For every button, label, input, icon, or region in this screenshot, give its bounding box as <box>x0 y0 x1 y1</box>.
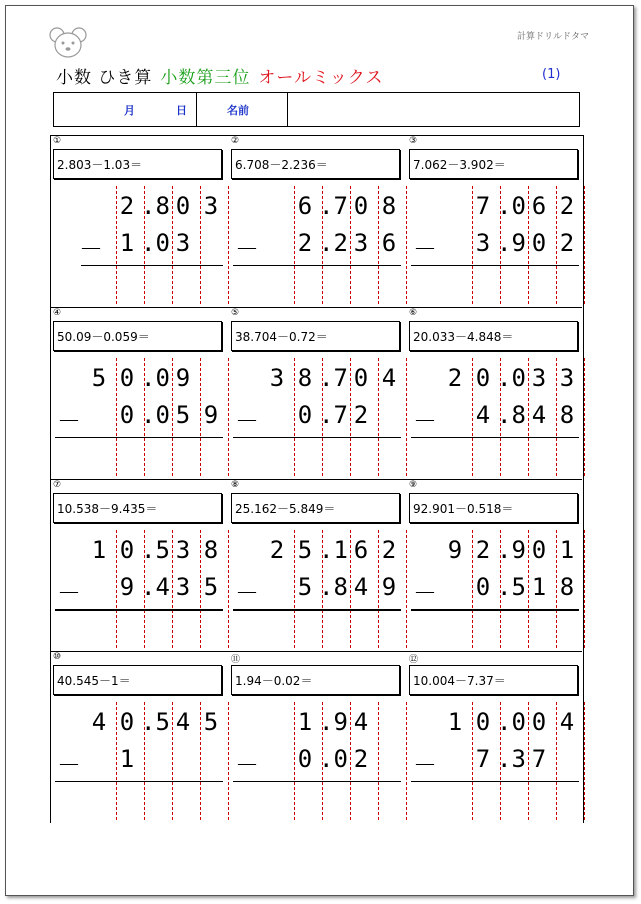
minus-sign: － <box>57 579 81 607</box>
day-label: 日 <box>176 104 187 117</box>
digit-guide-line <box>584 530 585 648</box>
digit: 2 <box>475 536 491 564</box>
digit: 1 <box>119 745 135 773</box>
equation-box: 38.704－0.72＝ <box>231 321 400 351</box>
problem-cell <box>407 308 585 480</box>
digit: 0 <box>119 536 135 564</box>
problem-number: ① <box>53 136 62 146</box>
digit: .7 <box>319 364 348 392</box>
minus-sign: － <box>57 751 81 779</box>
problem-cell <box>229 652 407 824</box>
problem-number: ⑪ <box>231 655 241 665</box>
digit: 4 <box>475 401 491 429</box>
digit: 5 <box>203 573 219 601</box>
answer-line <box>233 437 401 438</box>
problem-cell <box>229 308 407 480</box>
digit: .3 <box>497 745 526 773</box>
answer-line <box>55 437 223 438</box>
digit: 3 <box>203 192 219 220</box>
problem-cell <box>229 136 407 308</box>
name-label: 名前 <box>227 104 249 117</box>
problem-cell <box>407 480 585 652</box>
minus-sign: － <box>235 751 259 779</box>
digit: 0 <box>475 573 491 601</box>
minus-sign: － <box>235 235 259 263</box>
problem-number: ⑥ <box>409 308 418 318</box>
equation-box: 10.004－7.37＝ <box>409 665 578 695</box>
equation-box: 2.803－1.03＝ <box>53 149 222 179</box>
digit: 3 <box>475 229 491 257</box>
digit: 6 <box>297 192 313 220</box>
digit: 0 <box>119 708 135 736</box>
equation-box: 25.162－5.849＝ <box>231 493 400 523</box>
answer-line <box>411 437 579 438</box>
name-label-cell <box>197 93 288 126</box>
row-divider <box>50 307 582 308</box>
minus-sign: － <box>413 407 437 435</box>
digit: 4 <box>531 401 547 429</box>
problem-number: ③ <box>409 136 418 146</box>
date-field[interactable] <box>54 93 197 126</box>
answer-area[interactable] <box>81 267 225 303</box>
digit: 2 <box>559 192 575 220</box>
equation-box: 7.062－3.902＝ <box>409 149 578 179</box>
title-part2: 小数第三位 <box>160 68 251 88</box>
digit: 1 <box>297 708 313 736</box>
digit: 8 <box>297 364 313 392</box>
digit: 2 <box>447 364 463 392</box>
digit: .9 <box>497 229 526 257</box>
answer-area[interactable] <box>437 611 581 647</box>
digit: 6 <box>381 229 397 257</box>
digit: 0 <box>531 229 547 257</box>
minus-sign: － <box>413 579 437 607</box>
row-divider <box>50 651 582 652</box>
digit: 7 <box>475 745 491 773</box>
digit: 0 <box>119 401 135 429</box>
digit: 3 <box>559 364 575 392</box>
digit: 2 <box>353 401 369 429</box>
digit: 0 <box>531 536 547 564</box>
digit: 9 <box>203 401 219 429</box>
digit: 3 <box>353 229 369 257</box>
problem-cell <box>407 136 585 308</box>
digit: 4 <box>175 708 191 736</box>
digit: 6 <box>531 192 547 220</box>
digit: 3 <box>269 364 285 392</box>
digit: 1 <box>559 536 575 564</box>
digit: .0 <box>141 401 170 429</box>
minus-sign: － <box>413 751 437 779</box>
digit: 5 <box>297 536 313 564</box>
digit: 8 <box>559 401 575 429</box>
digit: 2 <box>353 745 369 773</box>
digit: 3 <box>175 536 191 564</box>
digit: .0 <box>319 745 348 773</box>
digit: .9 <box>497 536 526 564</box>
digit: 5 <box>203 708 219 736</box>
page-title <box>56 63 384 88</box>
equation-box: 1.94－0.02＝ <box>231 665 400 695</box>
digit: .7 <box>319 401 348 429</box>
digit: 0 <box>353 364 369 392</box>
problem-number: ⑩ <box>53 652 62 662</box>
digit-guide-line <box>584 702 585 820</box>
answer-area[interactable] <box>259 267 403 303</box>
digit: 4 <box>559 708 575 736</box>
digit: 0 <box>475 364 491 392</box>
digit: 2 <box>381 536 397 564</box>
answer-line <box>411 265 579 266</box>
digit: 1 <box>531 573 547 601</box>
digit: 0 <box>531 708 547 736</box>
page-number: (1) <box>542 67 561 82</box>
digit: .8 <box>319 573 348 601</box>
digit: .8 <box>497 401 526 429</box>
digit: 0 <box>297 401 313 429</box>
answer-line <box>233 265 401 266</box>
digit: .5 <box>141 708 170 736</box>
digit: 2 <box>297 229 313 257</box>
digit: 0 <box>119 364 135 392</box>
digit: 9 <box>447 536 463 564</box>
answer-line <box>411 781 579 782</box>
digit: .0 <box>497 708 526 736</box>
problem-number: ⑤ <box>231 308 240 318</box>
minus-sign: － <box>235 579 259 607</box>
digit: .0 <box>497 364 526 392</box>
problem-number: ⑨ <box>409 480 418 490</box>
digit: .1 <box>319 536 348 564</box>
digit: .5 <box>497 573 526 601</box>
digit: .8 <box>141 192 170 220</box>
digit: 7 <box>475 192 491 220</box>
problem-cell <box>51 480 229 652</box>
digit: 8 <box>203 536 219 564</box>
digit: .5 <box>141 536 170 564</box>
equation-box: 92.901－0.518＝ <box>409 493 578 523</box>
digit: 9 <box>381 573 397 601</box>
digit: .7 <box>319 192 348 220</box>
answer-area[interactable] <box>81 783 225 819</box>
answer-line <box>81 265 223 266</box>
digit: 1 <box>447 708 463 736</box>
digit: 0 <box>475 708 491 736</box>
digit: 2 <box>119 192 135 220</box>
digit: 3 <box>175 229 191 257</box>
answer-area[interactable] <box>259 783 403 819</box>
digit: .9 <box>319 708 348 736</box>
digit: 4 <box>91 708 107 736</box>
title-part3: オールミックス <box>258 68 384 88</box>
minus-sign: － <box>57 407 81 435</box>
digit: 5 <box>175 401 191 429</box>
equation-box: 6.708－2.236＝ <box>231 149 400 179</box>
digit: 1 <box>119 229 135 257</box>
brand-name: 計算ドリルドタマ <box>516 32 589 42</box>
digit-guide-line <box>584 186 585 304</box>
row-divider <box>50 479 582 480</box>
equation-box: 50.09－0.059＝ <box>53 321 222 351</box>
problem-cell <box>51 308 229 480</box>
digit: 5 <box>297 573 313 601</box>
digit: 5 <box>91 364 107 392</box>
digit: 0 <box>353 192 369 220</box>
answer-line <box>55 781 223 782</box>
minus-sign: － <box>235 407 259 435</box>
equation-box: 40.545－1＝ <box>53 665 222 695</box>
answer-area[interactable] <box>81 439 225 475</box>
month-label: 月 <box>124 104 135 117</box>
digit: 8 <box>559 573 575 601</box>
problem-number: ⑧ <box>231 480 240 490</box>
problem-number: ⑦ <box>53 480 62 490</box>
answer-area[interactable] <box>437 783 581 819</box>
problem-number: ② <box>231 136 240 146</box>
answer-area[interactable] <box>437 439 581 475</box>
digit: 8 <box>381 192 397 220</box>
problem-cell <box>51 136 229 308</box>
digit-guide-line <box>584 358 585 476</box>
answer-area[interactable] <box>259 611 403 647</box>
digit: 4 <box>353 573 369 601</box>
digit: 4 <box>381 364 397 392</box>
digit: 1 <box>91 536 107 564</box>
equation-box: 10.538－9.435＝ <box>53 493 222 523</box>
minus-sign: － <box>413 235 437 263</box>
problem-number: ⑫ <box>409 655 419 665</box>
digit: 3 <box>531 364 547 392</box>
digit: 7 <box>531 745 547 773</box>
digit: 6 <box>353 536 369 564</box>
problem-cell <box>51 652 229 824</box>
digit: 4 <box>353 708 369 736</box>
equation-box: 20.033－4.848＝ <box>409 321 578 351</box>
digit: .2 <box>319 229 348 257</box>
problem-cell <box>407 652 585 824</box>
digit: 2 <box>269 536 285 564</box>
digit: 9 <box>175 364 191 392</box>
digit: .0 <box>141 364 170 392</box>
digit: .0 <box>497 192 526 220</box>
mouse-face-logo <box>48 26 88 60</box>
problem-number: ④ <box>53 308 62 318</box>
digit: 3 <box>175 573 191 601</box>
answer-line <box>233 781 401 782</box>
answer-area[interactable] <box>437 267 581 303</box>
answer-area[interactable] <box>259 439 403 475</box>
minus-sign: － <box>79 235 103 263</box>
digit: 2 <box>559 229 575 257</box>
digit: .4 <box>141 573 170 601</box>
digit: 0 <box>175 192 191 220</box>
answer-area[interactable] <box>81 611 225 647</box>
name-field[interactable] <box>288 93 578 126</box>
digit: 0 <box>297 745 313 773</box>
digit: 9 <box>119 573 135 601</box>
title-part1: 小数 ひき算 <box>56 68 153 88</box>
name-box <box>53 92 580 127</box>
digit: .0 <box>141 229 170 257</box>
problem-cell <box>229 480 407 652</box>
